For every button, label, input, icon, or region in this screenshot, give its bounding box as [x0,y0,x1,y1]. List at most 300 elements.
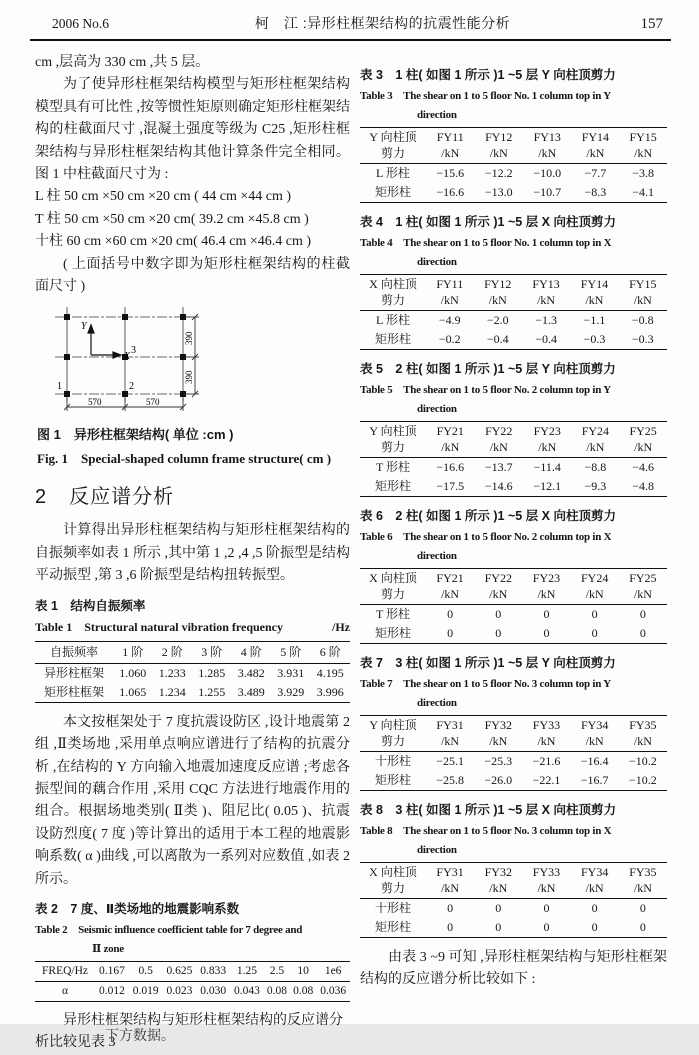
column-header: 2 阶 [153,641,193,663]
table-cell: 0.167 [95,961,129,981]
table-cell: −11.4 [533,460,561,474]
header-page-number: 157 [640,16,663,32]
node-2-label: 2 [129,381,134,393]
table-cell: 0 [591,901,598,915]
unit-label: /kN [634,145,653,160]
para-continued: cm ,层高为 330 cm ,共 5 层。 [35,55,210,70]
table-cell: −1.3 [535,313,557,327]
unit-label: /kN [488,292,507,307]
table-cell: 0 [447,901,454,915]
fy-label: FY34 [580,718,609,732]
table-cell: 0 [543,920,550,934]
shear-table [360,421,667,497]
row-label: 异形柱框架 [43,665,104,680]
dim-line-t-column: T 柱 50 cm ×50 cm ×20 cm( 39.2 cm ×45.8 cm ) [35,211,309,227]
shear-table-block-3 [360,65,667,203]
column-header [571,863,619,899]
shear-table [360,568,667,644]
table-caption-en-line2: direction [417,256,457,268]
table-cell: −25.8 [436,773,464,787]
column-header [360,569,426,605]
table-cell: 4.195 [316,665,344,680]
row-label: 矩形柱 [374,185,411,199]
table2-seismic-coefficient [35,961,350,1002]
column-header [570,275,618,311]
table-row [360,183,667,203]
table-row [360,311,667,331]
column-header [426,422,475,458]
table-row [360,624,667,644]
table-cell: 0.019 [132,984,159,997]
table-row [360,330,667,350]
table-cell: −22.1 [532,773,561,787]
fy-label: FY11 [436,277,464,291]
table-row [35,663,350,683]
table-cell: 1e6 [316,961,350,981]
table-cell: 0.023 [166,984,193,997]
fy-label: FY22 [485,424,513,438]
table-cell: 0 [543,626,550,640]
table-cell: 10 [290,961,316,981]
table-caption-zh: 表 4 1 柱( 如图 1 所示 )1 ~5 层 X 向柱顶剪力 [360,215,616,229]
column-header: 1 阶 [113,641,153,663]
page-header [52,13,663,33]
table-cell: −7.7 [584,166,607,180]
table-caption-en-line2: direction [417,697,457,709]
fy-label: FY12 [484,277,512,291]
table-cell: −0.2 [438,332,461,346]
unit-label: /kN [489,733,508,748]
table-cell: 0 [591,607,598,621]
table-cell: 0.036 [320,984,347,997]
table-cell: −3.8 [632,166,654,180]
table-cell: 0.5 [129,961,163,981]
table-cell: −10.2 [628,773,657,787]
table-cell: −4.9 [438,313,461,327]
shear-table-block-5 [360,359,667,497]
table-cell: −2.0 [486,313,509,327]
table-row [360,458,667,478]
compare-line2-text: 析比较见表 3 [35,1035,116,1051]
shear-table [360,715,667,791]
row-label: 矩形柱框架 [43,684,104,699]
fy-label: FY11 [436,130,464,144]
fy-label: FY24 [581,424,610,438]
table-caption-zh: 表 7 3 柱( 如图 1 所示 )1 ~5 层 Y 向柱顶剪力 [360,656,616,670]
header-line2: 剪力 [380,292,405,307]
fy-label: FY31 [436,865,464,879]
table-cell: 0.043 [233,984,260,997]
row-label: 十形柱 [374,901,411,915]
table-cell: −12.1 [533,479,562,493]
column-header [426,275,474,311]
table-cell: 1.060 [119,665,147,680]
fy-label: FY33 [532,718,561,732]
table-caption-en-line1: Table 7 The shear on 1 to 5 floor No. 3 column top in Y [360,678,611,690]
table1-caption-en-row [35,617,350,638]
column-header: 4 阶 [232,641,272,663]
table-caption-en-line1: Table 5 The shear on 1 to 5 floor No. 2 column top in Y [360,384,611,396]
table1-header-row [35,641,350,663]
unit-label: /kN [489,586,508,601]
table-caption-zh: 表 3 1 柱( 如图 1 所示 )1 ~5 层 Y 向柱顶剪力 [360,68,616,82]
unit-label: /kN [633,586,652,601]
column-header [426,128,475,164]
table-cell: −0.3 [631,332,654,346]
table-cell: −13.7 [484,460,513,474]
fy-label: FY15 [629,277,657,291]
column-header [572,128,620,164]
column-header [426,863,474,899]
fy-label: FY35 [629,865,657,879]
row-label: 矩形柱 [374,920,411,934]
column-header [426,716,474,752]
scan-overlap-artifact: 下方数据。 [105,1029,175,1045]
unit-label: /kN [585,292,604,307]
unit-label: /kN [489,439,508,454]
table-header-row [360,716,667,752]
table-cell: 1.234 [158,684,186,699]
table-cell: −17.5 [436,479,465,493]
header-line1: X 向柱顶 [369,865,417,879]
header-line1: X 向柱顶 [369,571,417,585]
column-header [522,716,570,752]
table-row [360,771,667,791]
table-cell: 1.065 [119,684,147,699]
frame-structure-figure [45,303,235,415]
row-label: 矩形柱 [374,773,411,787]
table-cell: −8.3 [584,185,607,199]
table-cell: −4.8 [632,479,654,493]
table-cell: 0.030 [200,984,227,997]
section-2-title: 反应谱分析 [69,486,175,509]
header-line2: 剪力 [380,733,405,748]
node-3-label: 3 [131,345,136,357]
column-header [360,716,426,752]
unit-label: /kN [586,439,605,454]
figure-1 [45,303,350,420]
axis-x-label: X [124,351,131,363]
unit-label: /kN [441,586,460,601]
table-cell: −0.4 [535,332,557,346]
fy-label: FY13 [533,130,561,144]
table-cell: −0.4 [486,332,509,346]
fy-label: FY35 [629,718,657,732]
column-header [523,128,572,164]
table-cell: 3.931 [277,665,305,680]
table-cell: 0 [543,607,550,621]
table-cell: 3.482 [237,665,265,680]
row-label: 矩形柱 [374,626,411,640]
row-label: 矩形柱 [374,332,411,346]
column-header [619,716,667,752]
table-cell: 0 [543,901,550,915]
para-conclusion: 由表 3 ~9 可知 ,异形柱框架结构与矩形柱框架结构的反应谱分析比较如下 : [360,950,667,988]
table-row [360,164,667,184]
header-line1: Y 向柱顶 [369,424,417,438]
column-header: 自振频率 [35,641,113,663]
table-cell: 1.233 [158,665,186,680]
table-cell: −0.8 [631,313,654,327]
table-cell: −16.6 [436,460,465,474]
column-header [522,569,570,605]
unit-label: /kN [537,880,556,895]
table-caption-en-line2: direction [417,550,457,562]
header-line2: 剪力 [380,880,405,895]
right-column [360,57,667,992]
column-header [474,569,522,605]
table-cell: −13.0 [484,185,513,199]
fy-label: FY13 [532,277,560,291]
table-cell: 2.5 [264,961,290,981]
table1-unit: /Hz [332,619,350,634]
para-seismic-setup: 本文按框架处于 7 度抗震设防区 ,设计地震第 2 组 ,Ⅱ类场地 ,采用单点响应谱进行了结构的抗震分析 ,在结构的 Y 方向输入地震加速度反应谱 ;考虑各振型间的藕合作用 ,采用 CQC 方法进行地震作用的组合。根据场地类别( Ⅱ类 )、阻尼比( 0.05 )、抗震设防烈度( 7 度 )等计算出的适用于本工程的地震影响系数( α )曲线 ,可以离散为一系列对应数值 ,如表 2 所示。 [35,714,350,887]
left-column [35,52,350,1055]
row-label: L 形柱 [376,313,410,327]
fy-label: FY25 [629,571,657,585]
header-line1: Y 向柱顶 [369,718,417,732]
table-header-row [360,863,667,899]
dim-570-left: 570 [88,397,102,408]
note-parenthetical: ( 上面括号中数字即为矩形柱框架结构的柱截面尺寸 ) [35,256,350,295]
row-label: 十形柱 [374,754,411,768]
column-header [523,422,572,458]
table-cell: 0 [495,626,502,640]
table-cell: −8.8 [584,460,607,474]
table-cell: 1.255 [198,684,226,699]
table-header-row [360,275,667,311]
column-header [619,863,667,899]
fy-label: FY14 [580,277,609,291]
fy-label: FY31 [436,718,464,732]
section-2-heading [35,480,350,509]
table-cell: −16.4 [580,754,609,768]
para-compare-line2 [35,1029,350,1055]
header-running-title: 柯 江 :异形柱框架结构的抗震性能分析 [254,15,511,31]
table-row [35,683,350,703]
para-model-comparability: 为了使异形柱框架结构模型与矩形柱框架结构模型具有可比性 ,按等惯性矩原则确定矩形柱框架结构的柱截面尺寸 ,混凝土强度等级为 C25 ,矩形柱框架结构与异形柱框架结构其他计算条件完全相同。图 1 中柱截面尺寸为 : [35,77,350,183]
column-header [522,275,570,311]
fy-label: FY22 [484,571,512,585]
dim-line-cross-column: 十柱 60 cm ×60 cm ×20 cm( 46.4 cm ×46.4 cm ) [35,234,312,250]
column-header [475,422,524,458]
table-cell: −25.3 [484,754,513,768]
column-header [571,716,619,752]
table-cell: −16.7 [580,773,609,787]
unit-label: /kN [633,733,652,748]
table-cell: 0 [495,901,502,915]
table-cell: −15.6 [436,166,465,180]
table-cell: 0 [447,920,454,934]
table-cell: 0 [639,901,646,915]
column-header [474,716,522,752]
unit-label: /kN [537,586,556,601]
header-line1: Y 向柱顶 [369,130,417,144]
table-cell: 1.285 [198,665,226,680]
unit-label: /kN [585,880,604,895]
table-cell: −0.3 [583,332,606,346]
table-caption-zh: 表 8 3 柱( 如图 1 所示 )1 ~5 层 X 向柱顶剪力 [360,803,616,817]
node-1-label: 1 [57,381,62,393]
unit-label: /kN [489,880,508,895]
table-cell: −16.6 [436,185,465,199]
table-cell: 0 [639,920,646,934]
fy-label: FY21 [436,571,464,585]
unit-label: /kN [441,145,460,160]
table-cell: −4.1 [632,185,654,199]
axis-y-label: Y [81,321,87,333]
para-compare-line1: 异形柱框架结构与矩形柱框架结构的反应谱分 [63,1012,343,1028]
table2-caption-en-line1: Table 2 Seismic influence coefficient table for 7 degree and [35,923,303,936]
table2-caption-en-line2: Ⅱ zone [92,942,124,955]
table-caption-en-line1: Table 8 The shear on 1 to 5 floor No. 3 column top in X [360,825,612,837]
shear-table [360,274,667,350]
table-caption-en-line1: Table 6 The shear on 1 to 5 floor No. 2 column top in X [360,531,612,543]
table-caption-en-line2: direction [417,403,457,415]
unit-label: /kN [537,292,556,307]
table2-caption-zh: 表 2 7 度、Ⅱ类场地的地震影响系数 [35,901,240,916]
table-header-row [360,422,667,458]
table-cell: 0 [639,626,646,640]
table-cell: 0 [495,607,502,621]
section-2-number: 2 [35,486,48,509]
dim-570-right: 570 [146,397,160,408]
column-header [619,569,667,605]
column-header: 3 阶 [192,641,232,663]
unit-label: /kN [441,880,460,895]
fy-label: FY25 [629,424,657,438]
header-issue: 2006 No.6 [52,16,109,31]
table-row [35,961,350,981]
fy-label: FY34 [580,865,609,879]
table-cell: −25.1 [436,754,464,768]
table-cell: 0.08 [266,984,287,997]
table-cell: 0 [591,920,598,934]
fy-label: FY33 [532,865,561,879]
unit-label: /kN [634,439,653,454]
shear-table-block-8 [360,800,667,938]
column-header [474,863,522,899]
column-header [474,275,522,311]
table-cell: −9.3 [584,479,607,493]
header-line2: 剪力 [380,586,405,601]
table-cell: 3.489 [237,684,265,699]
unit-label: /kN [489,145,508,160]
table-row [360,477,667,497]
figure1-caption-en: Fig. 1 Special-shaped column frame structure( cm ) [37,451,332,467]
table-cell: 0.012 [98,984,125,997]
shear-table-block-4 [360,212,667,350]
dim-390-bottom: 390 [184,370,194,385]
unit-label: /kN [441,733,460,748]
table1-caption-en: Table 1 Structural natural vibration frequency [35,619,284,634]
column-header: 5 阶 [271,641,311,663]
unit-label: /kN [586,145,605,160]
table-cell: −4.6 [632,460,654,474]
table-cell: 0.833 [196,961,230,981]
shear-table-block-7 [360,653,667,791]
unit-label: /kN [585,586,604,601]
table-cell: 3.929 [277,684,305,699]
table-header-row [360,569,667,605]
column-header [619,422,667,458]
table-cell: −10.2 [628,754,657,768]
table-cell: −1.1 [583,313,606,327]
row-label: T 形柱 [375,460,411,474]
table-cell: 0 [591,626,598,640]
row-label: 矩形柱 [374,479,411,493]
table-cell: 0 [447,607,454,621]
table-cell: −12.2 [484,166,513,180]
header-line2: 剪力 [380,439,405,454]
column-header [572,422,620,458]
table-caption-en-line2: direction [417,109,457,121]
table-caption-en-line1: Table 3 The shear on 1 to 5 floor No. 1 column top in Y [360,90,611,102]
dim-line-l-column: L 柱 50 cm ×50 cm ×20 cm ( 44 cm ×44 cm ) [35,189,292,205]
column-header [619,275,667,311]
column-header [522,863,570,899]
fy-label: FY32 [484,865,512,879]
shear-table [360,862,667,938]
column-header [475,128,524,164]
table-header-row [360,128,667,164]
column-header [360,422,426,458]
unit-label: /kN [537,733,556,748]
fy-label: FY32 [484,718,512,732]
table-cell: 0 [495,920,502,934]
axes-arrows [88,325,121,358]
fy-label: FY12 [485,130,513,144]
unit-label: /kN [538,439,557,454]
table-cell: 0.625 [163,961,197,981]
fy-label: FY15 [629,130,657,144]
row-label: T 形柱 [375,607,411,621]
column-header [426,569,474,605]
table-row [360,899,667,919]
column-header [619,128,667,164]
table1-natural-frequency [35,641,350,703]
row-label: α [61,984,69,997]
column-header [360,128,426,164]
table-caption-en-line2: direction [417,844,457,856]
fy-label: FY21 [436,424,464,438]
table-cell: 0 [639,607,646,621]
header-rule [30,39,671,41]
fy-label: FY23 [532,571,561,585]
column-header [571,569,619,605]
table-cell: 1.25 [230,961,264,981]
column-header: 6 阶 [311,641,351,663]
table-row [35,981,350,1001]
header-line2: 剪力 [380,145,405,160]
table-cell: 0 [447,626,454,640]
dim-390-top: 390 [184,331,194,346]
bottom-dimension-lines [64,398,186,411]
fy-label: FY23 [533,424,561,438]
table-cell: −14.6 [484,479,513,493]
table-cell: −10.0 [533,166,562,180]
table-cell: −21.6 [532,754,561,768]
table-caption-zh: 表 6 2 柱( 如图 1 所示 )1 ~5 层 X 向柱顶剪力 [360,509,616,523]
shear-table-block-6 [360,506,667,644]
figure1-caption-zh: 图 1 异形柱框架结构( 单位 :cm ) [37,427,234,443]
unit-label: /kN [633,292,652,307]
row-label: FREQ/Hz [35,961,95,981]
table-cell: 0.08 [293,984,314,997]
unit-label: /kN [585,733,604,748]
shear-table [360,127,667,203]
right-tables-container [360,65,667,938]
